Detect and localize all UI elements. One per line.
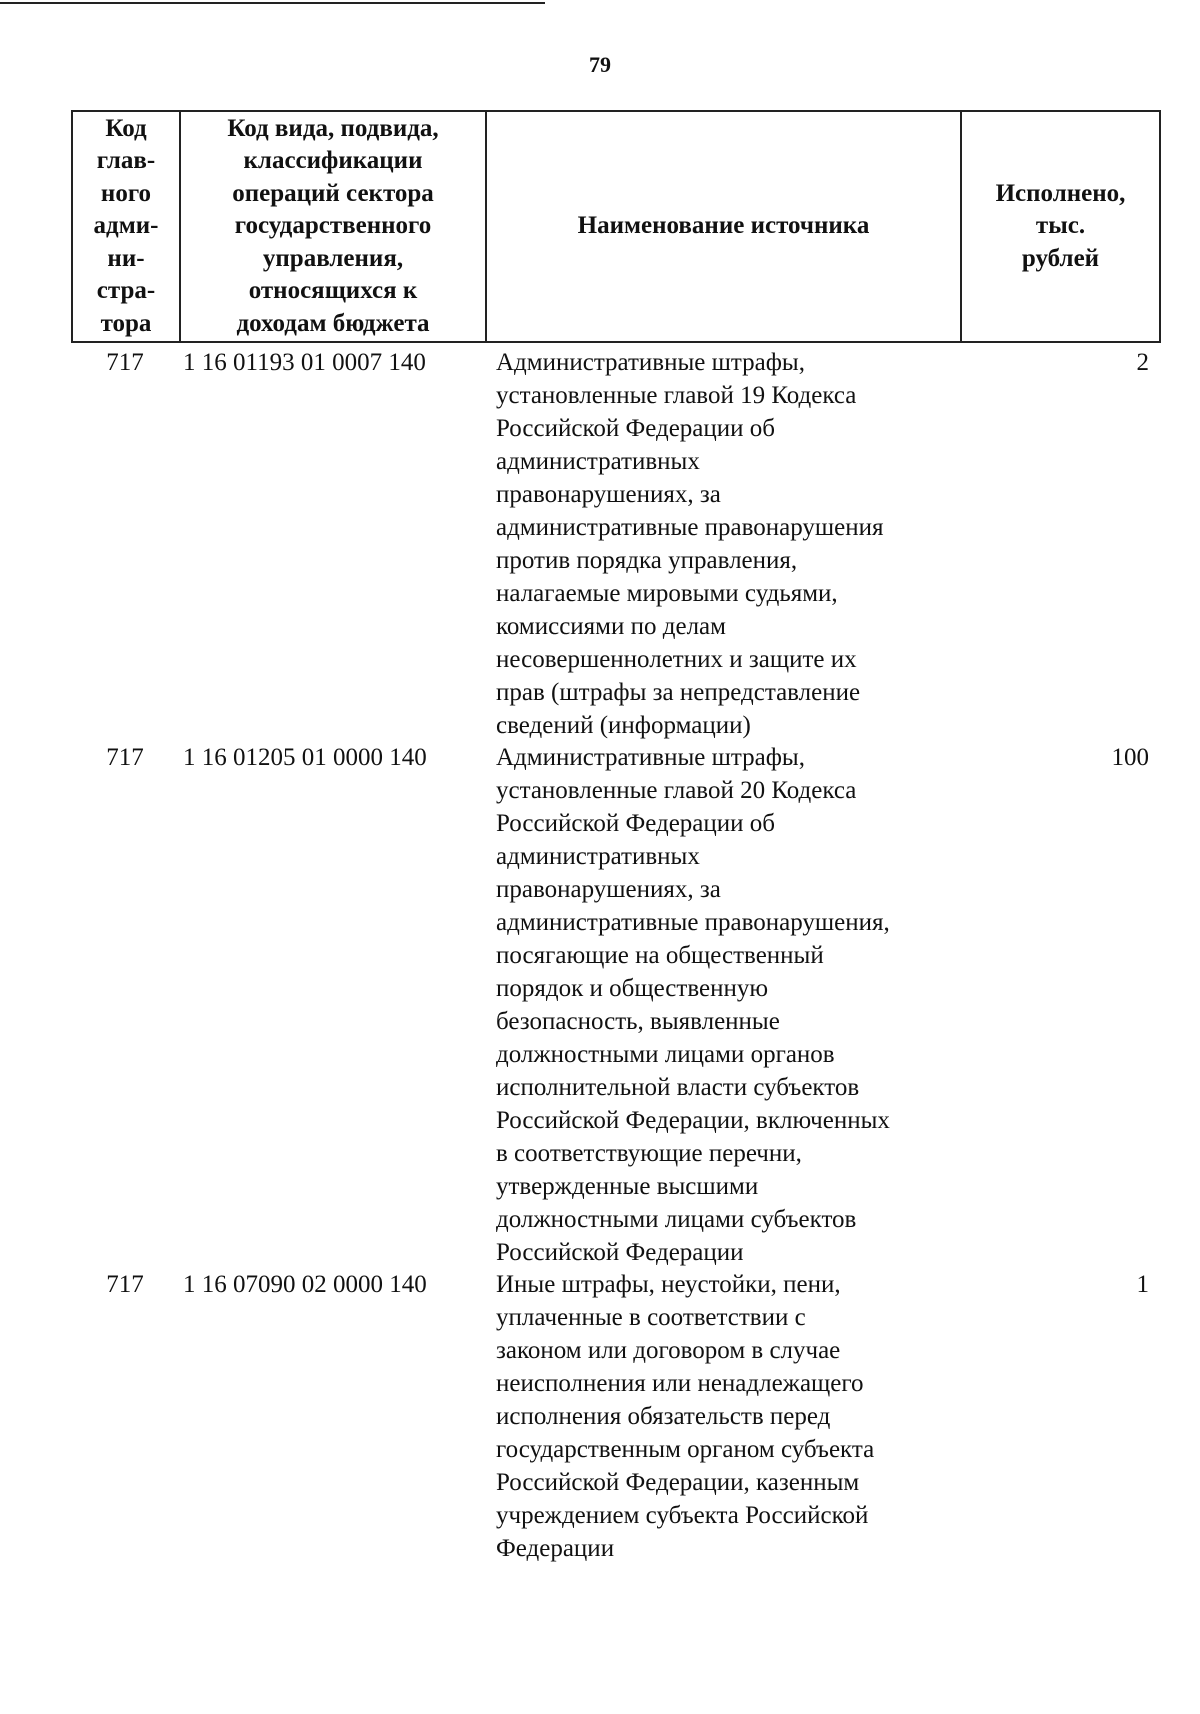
admin-code-cell: 717 xyxy=(106,1271,144,1298)
amount-cell: 100 xyxy=(1111,744,1149,771)
header-executed-amount: Исполнено, тыс. рублей xyxy=(995,179,1126,272)
source-name-cell: Иные штрафы, неустойки, пени, уплаченные в соответствии с законом или договором в случае неисполнения или ненадлежащего исполнения обязательств перед государственным органом субъекта Российской Федерации, казенным учреждением субъекта Российской Федерации xyxy=(496,1271,875,1562)
header-classification-code: Код вида, подвида, классификации операций сектора государственного управления, относящихся к доходам бюджета xyxy=(181,112,487,341)
table-header xyxy=(71,110,1161,343)
page-number: 79 xyxy=(589,52,611,77)
source-name-cell: Административные штрафы, установленные главой 20 Кодекса Российской Федерации об административных правонарушениях, за административные правонарушения, посягающие на общественный порядок и общественную безопасность, выявленные должностными лицами органов исполнительной власти субъектов Российской Федерации, включенных в соответствующие перечни, утвержденные высшими должностными лицами субъектов Российской Федерации xyxy=(496,744,890,1266)
classification-code-cell: 1 16 01205 01 0000 140 xyxy=(183,744,427,771)
classification-code-cell: 1 16 07090 02 0000 140 xyxy=(183,1271,427,1298)
amount-cell: 1 xyxy=(1136,1271,1149,1298)
admin-code-cell: 717 xyxy=(106,349,144,376)
admin-code-cell: 717 xyxy=(106,744,144,771)
header-source-name: Наименование источника xyxy=(487,112,962,341)
source-name-cell: Административные штрафы, установленные главой 19 Кодекса Российской Федерации об административных правонарушениях, за административные правонарушения против порядка управления, налагаемые мировыми судьями, комиссиями по делам несовершеннолетних и защите их прав (штрафы за непредставление сведений (информации) xyxy=(496,349,884,739)
top-rule xyxy=(0,2,545,4)
classification-code-cell: 1 16 01193 01 0007 140 xyxy=(183,349,426,376)
amount-cell: 2 xyxy=(1136,349,1149,376)
header-admin-code: Код глав- ного адми- ни- стра- тора xyxy=(73,112,181,341)
